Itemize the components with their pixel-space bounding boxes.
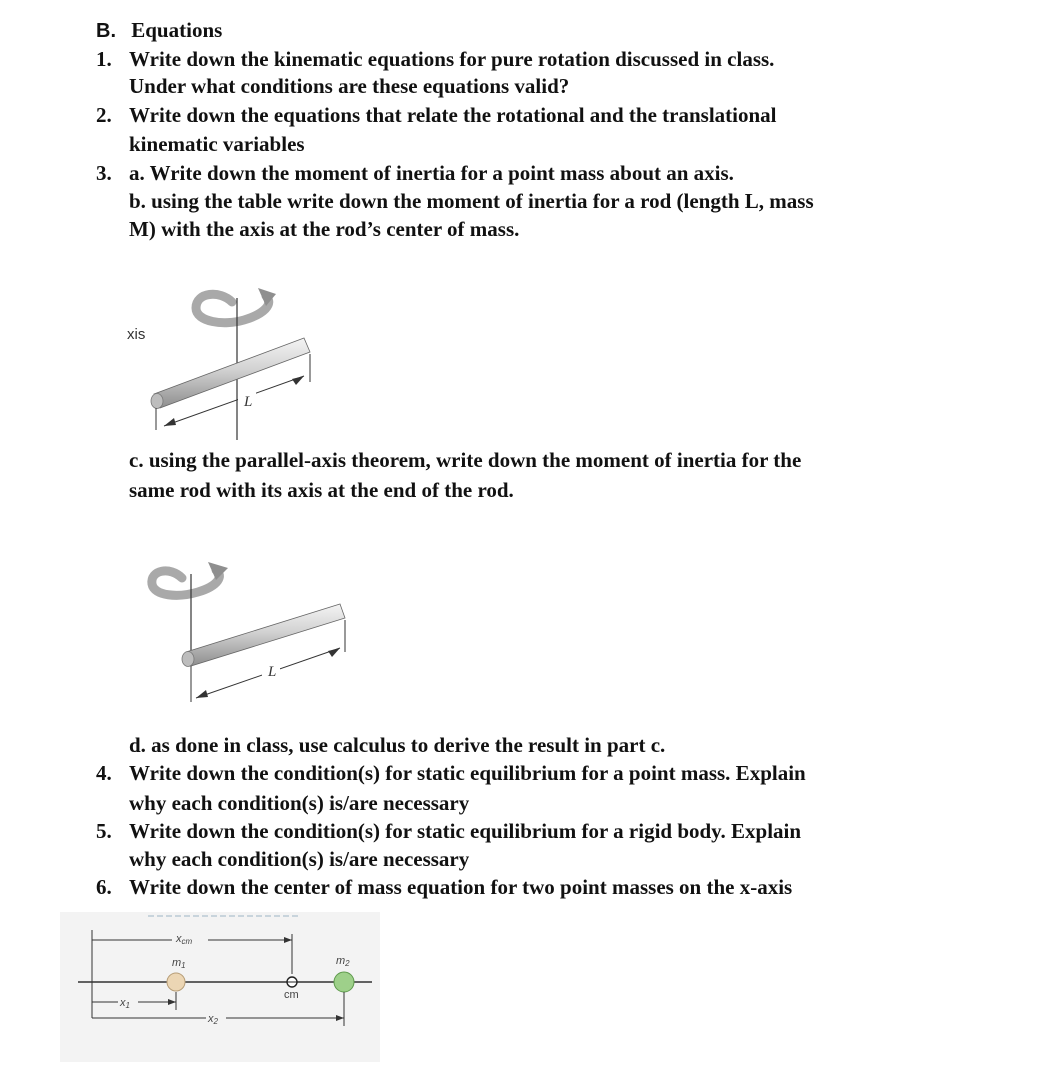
item-4-line-1: Write down the condition(s) for static equilibrium for a point mass. Explain xyxy=(129,761,806,785)
item-5-line-2: why each condition(s) is/are necessary xyxy=(129,847,470,871)
rod-end-axis-figure xyxy=(140,560,360,710)
axis-text-fragment: xis xyxy=(127,326,146,343)
item-number: 5. xyxy=(96,819,112,843)
item-3b-line-2: M) with the axis at the rod’s center of mass. xyxy=(129,217,520,241)
section-letter: B. xyxy=(96,20,116,42)
item-1-line-1: Write down the kinematic equations for pure rotation discussed in class. xyxy=(129,47,775,71)
x2-label: x2 xyxy=(208,1013,218,1026)
mass-2 xyxy=(334,972,354,992)
section-heading xyxy=(96,17,222,44)
rod xyxy=(151,338,310,409)
xcm-label: xcm xyxy=(176,933,193,946)
item-3b-line-1: b. using the table write down the moment of inertia for a rod (length L, mass xyxy=(129,189,814,213)
mass-1 xyxy=(167,973,185,991)
item-4-line-2: why each condition(s) is/are necessary xyxy=(129,791,470,815)
item-3c-line-2: same rod with its axis at the end of the rod. xyxy=(129,478,514,502)
rod xyxy=(182,604,345,667)
section-title: Equations xyxy=(131,18,223,42)
rod-length-label: L xyxy=(244,394,253,410)
item-number: 4. xyxy=(96,761,112,785)
item-3c-line-1: c. using the parallel-axis theorem, write down the moment of inertia for the xyxy=(129,448,802,472)
item-number: 2. xyxy=(96,103,112,127)
cm-label: cm xyxy=(284,989,299,1001)
item-2-line-2: kinematic variables xyxy=(129,132,305,156)
item-number: 1. xyxy=(96,47,112,71)
item-3d: d. as done in class, use calculus to derive the result in part c. xyxy=(129,733,666,757)
rotation-arrow-icon xyxy=(196,294,269,322)
item-number: 3. xyxy=(96,161,112,185)
item-3a: a. Write down the moment of inertia for a point mass about an axis. xyxy=(129,161,734,185)
x1-label: x1 xyxy=(120,997,130,1010)
center-of-mass-figure xyxy=(60,912,380,1062)
item-6-line-1: Write down the center of mass equation for two point masses on the x-axis xyxy=(129,875,793,899)
item-number: 6. xyxy=(96,875,112,899)
item-5-line-1: Write down the condition(s) for static equilibrium for a rigid body. Explain xyxy=(129,819,802,843)
m2-label: m2 xyxy=(336,955,350,968)
rotation-arrow-icon xyxy=(152,570,220,595)
m1-label: m1 xyxy=(172,957,186,970)
rod-center-axis-figure xyxy=(120,280,340,450)
item-2-line-1: Write down the equations that relate the rotational and the translational xyxy=(129,103,777,127)
rod-length-label: L xyxy=(268,664,277,680)
item-1-line-2: Under what conditions are these equations valid? xyxy=(129,74,570,98)
